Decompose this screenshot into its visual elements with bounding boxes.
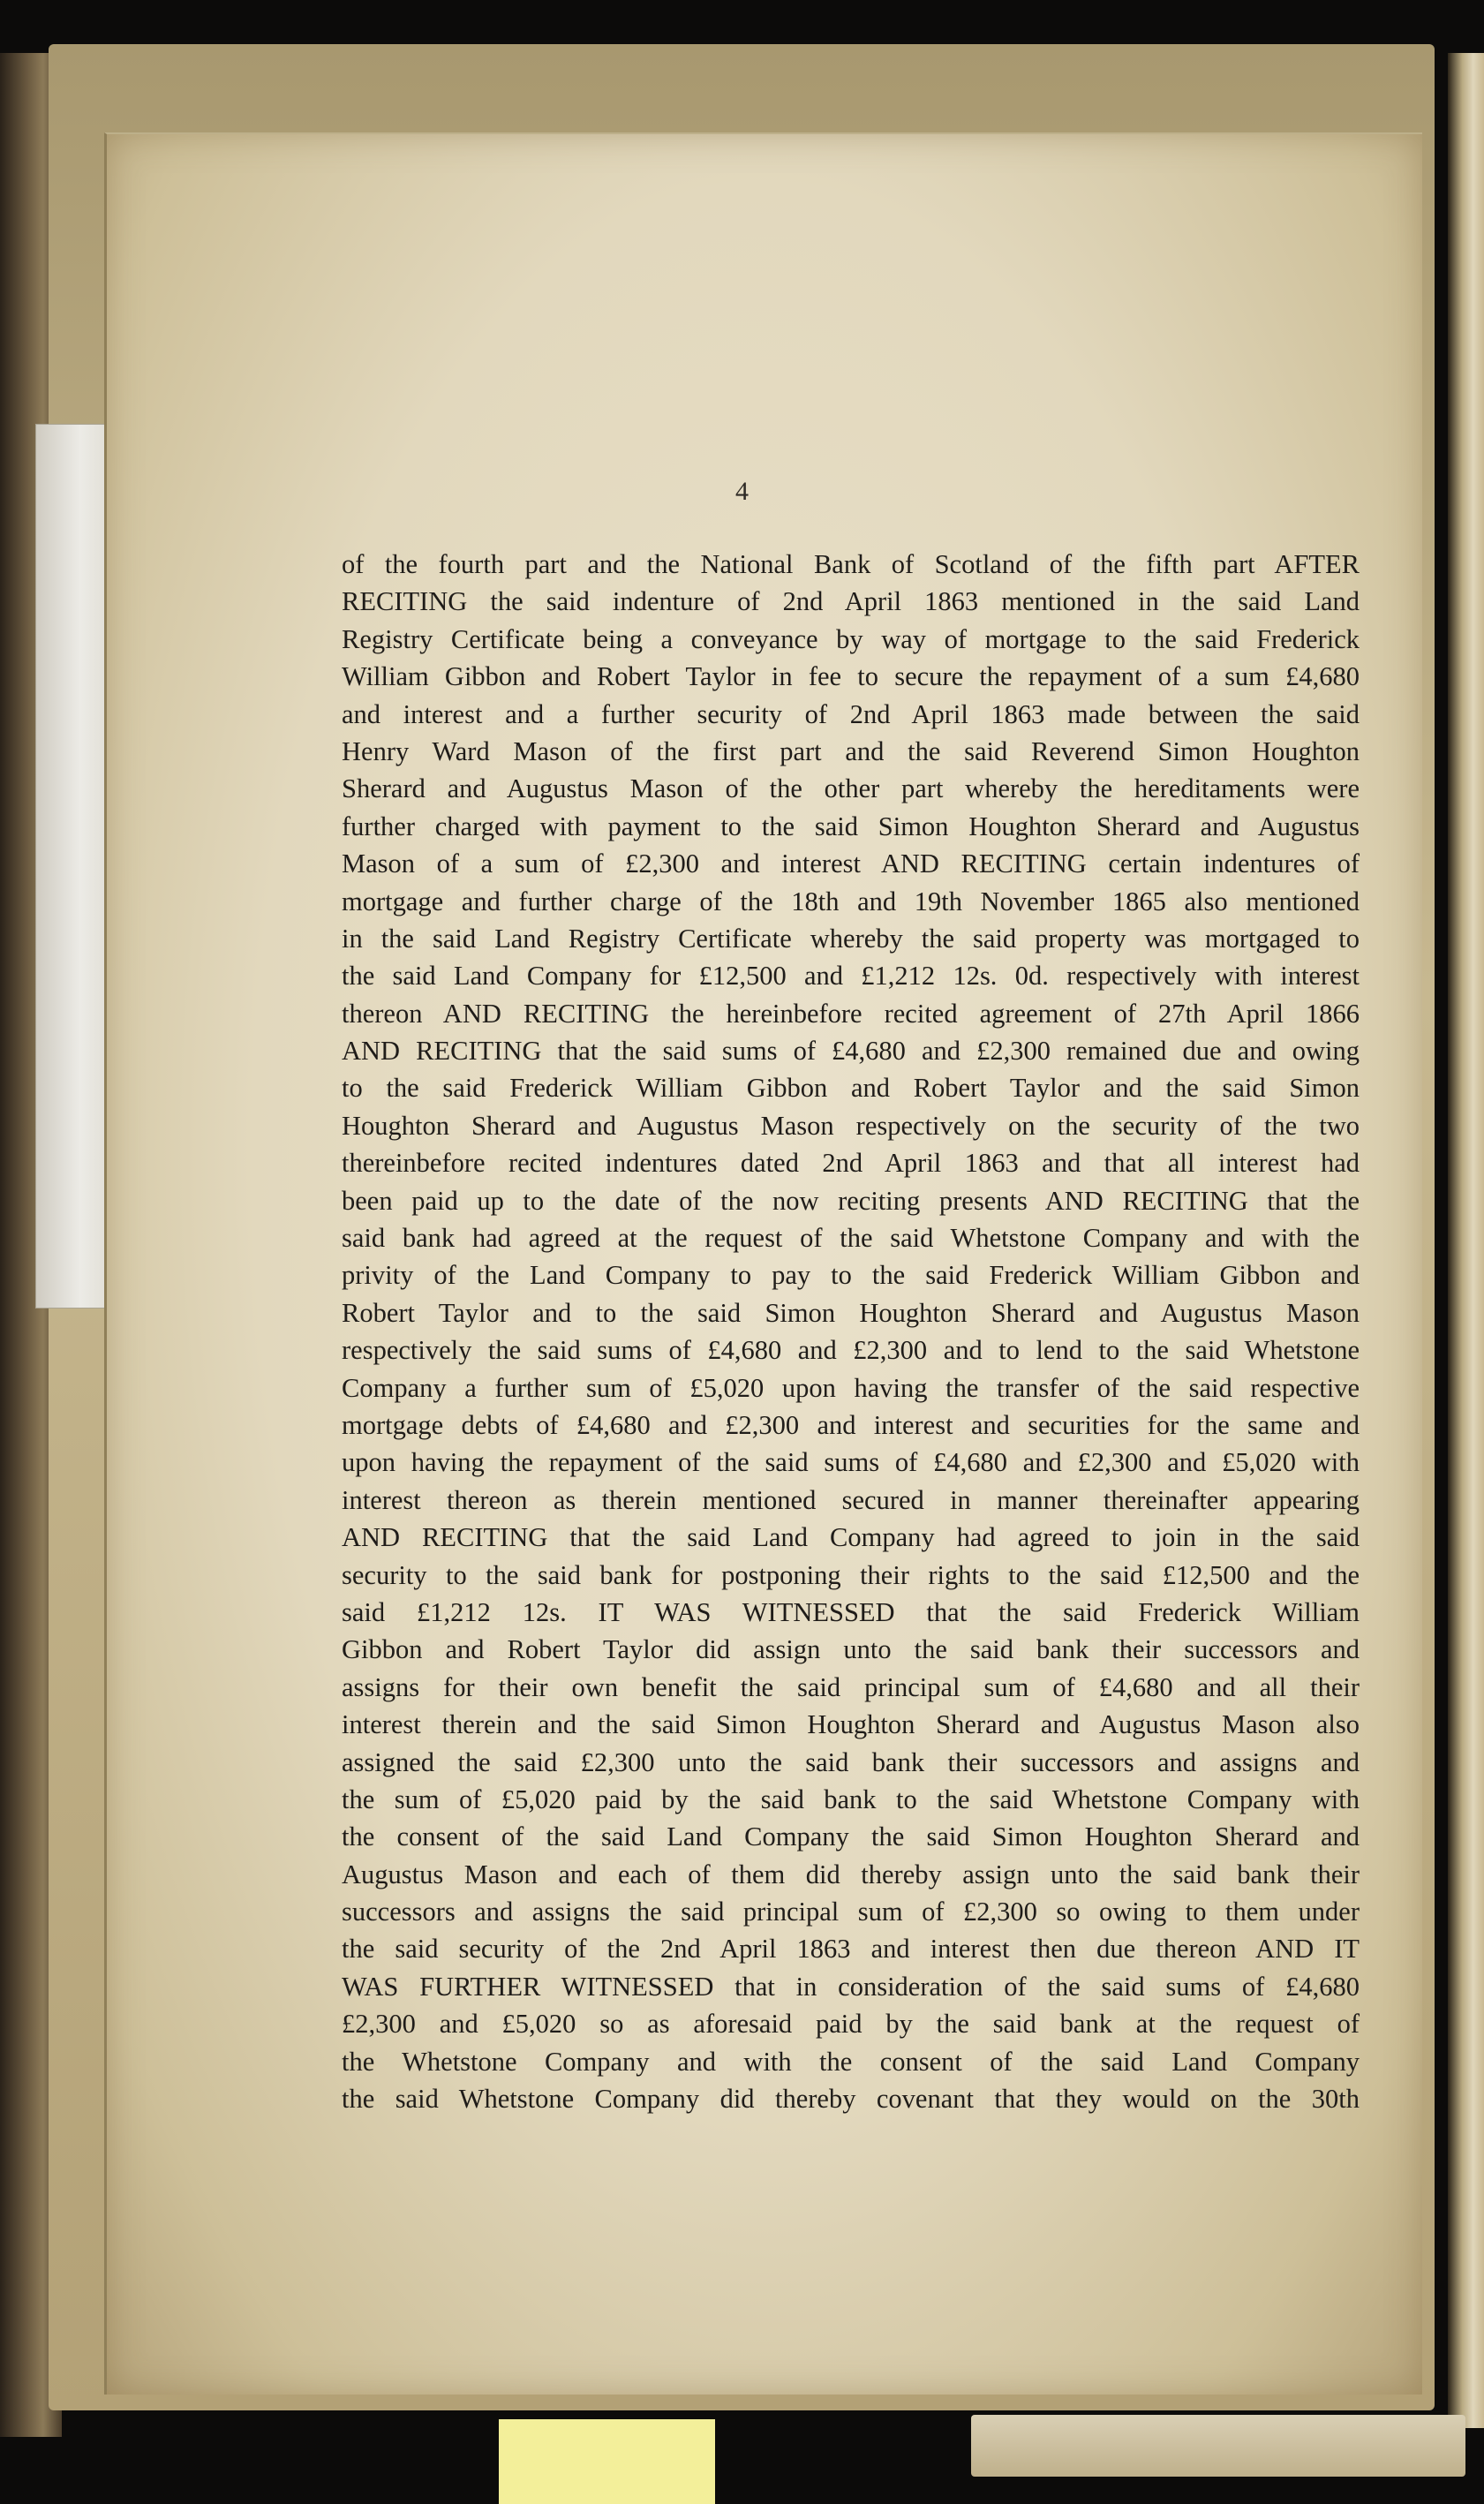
body-text [342, 546, 1360, 2117]
text-line: £2,300 and £5,020 so as aforesaid paid by the said bank at the request of [342, 2009, 1360, 2040]
text-line: to the said Frederick William Gibbon and Robert Taylor and the said Simon [342, 1073, 1360, 1104]
text-line: the Whetstone Company and with the consent of the said Land Company [342, 2046, 1360, 2077]
text-line: upon having the repayment of the said sums of £4,680 and £2,300 and £5,020 with [342, 1447, 1360, 1478]
text-line: and interest and a further security of 2nd April 1863 made between the said [342, 698, 1360, 729]
text-line: Robert Taylor and to the said Simon Houghton Sherard and Augustus Mason [342, 1297, 1360, 1328]
text-line: of the fourth part and the National Bank of Scotland of the fifth part AFTER [342, 549, 1360, 579]
text-line: AND RECITING that the said Land Company had agreed to join in the said [342, 1522, 1360, 1553]
text-line: Sherard and Augustus Mason of the other part whereby the hereditaments were [342, 773, 1360, 804]
text-line: interest therein and the said Simon Houghton Sherard and Augustus Mason also [342, 1709, 1360, 1740]
text-line: interest thereon as therein mentioned secured in manner thereinafter appearing [342, 1484, 1360, 1515]
text-line: security to the said bank for postponing their rights to the said £12,500 and the [342, 1559, 1360, 1590]
text-line: the sum of £5,020 paid by the said bank to the said Whetstone Company with [342, 1784, 1360, 1814]
text-line: in the said Land Registry Certificate whereby the said property was mortgaged to [342, 923, 1360, 954]
yellow-marker-tab [499, 2419, 715, 2504]
text-line: thereinbefore recited indentures dated 2nd April 1863 and that all interest had [342, 1148, 1360, 1179]
text-line: Henry Ward Mason of the first part and the said Reverend Simon Houghton [342, 735, 1360, 766]
text-line: WAS FURTHER WITNESSED that in consideration of the said sums of £4,680 [342, 1971, 1360, 2002]
text-line: successors and assigns the said principal sum of £2,300 so owing to them under [342, 1897, 1360, 1927]
page-bottom-edge [971, 2415, 1465, 2477]
adjacent-page-edge [1448, 53, 1484, 2428]
text-line: privity of the Land Company to pay to the said Frederick William Gibbon and [342, 1260, 1360, 1291]
text-line: AND RECITING that the said sums of £4,680 and £2,300 remained due and owing [342, 1036, 1360, 1067]
text-line: further charged with payment to the said Simon Houghton Sherard and Augustus [342, 811, 1360, 841]
text-line: mortgage and further charge of the 18th and 19th November 1865 also mentioned [342, 886, 1360, 916]
text-line: assigned the said £2,300 unto the said bank their successors and assigns and [342, 1746, 1360, 1777]
text-line: Company a further sum of £5,020 upon having the transfer of the said respective [342, 1372, 1360, 1403]
text-line: assigns for their own benefit the said principal sum of £4,680 and all their [342, 1671, 1360, 1702]
text-line: Gibbon and Robert Taylor did assign unto the said bank their successors and [342, 1634, 1360, 1665]
text-line: Augustus Mason and each of them did thereby assign unto the said bank their [342, 1859, 1360, 1889]
text-line: William Gibbon and Robert Taylor in fee to secure the repayment of a sum £4,680 [342, 661, 1360, 692]
text-line: said bank had agreed at the request of the said Whetstone Company and with the [342, 1223, 1360, 1254]
text-line: mortgage debts of £4,680 and £2,300 and interest and securities for the same and [342, 1409, 1360, 1440]
text-line: RECITING the said indenture of 2nd April 1863 mentioned in the said Land [342, 586, 1360, 617]
text-line: the said Whetstone Company did thereby covenant that they would on the 30th [342, 2084, 1360, 2115]
text-line: Houghton Sherard and Augustus Mason respectively on the security of the two [342, 1110, 1360, 1141]
text-line: been paid up to the date of the now reciting presents AND RECITING that the [342, 1185, 1360, 1216]
text-line: Mason of a sum of £2,300 and interest AND RECITING certain indentures of [342, 848, 1360, 879]
text-line: thereon AND RECITING the hereinbefore recited agreement of 27th April 1866 [342, 998, 1360, 1029]
text-line: respectively the said sums of £4,680 and £2,300 and to lend to the said Whetstone [342, 1335, 1360, 1366]
text-line: Registry Certificate being a conveyance by way of mortgage to the said Frederick [342, 623, 1360, 654]
text-line: the consent of the said Land Company the said Simon Houghton Sherard and [342, 1821, 1360, 1852]
text-line: the said security of the 2nd April 1863 and interest then due thereon AND IT [342, 1934, 1360, 1965]
page-number: 4 [735, 477, 749, 506]
text-line: the said Land Company for £12,500 and £1,212 12s. 0d. respectively with interest [342, 961, 1360, 992]
text-line: said £1,212 12s. IT WAS WITNESSED that the said Frederick William [342, 1596, 1360, 1627]
